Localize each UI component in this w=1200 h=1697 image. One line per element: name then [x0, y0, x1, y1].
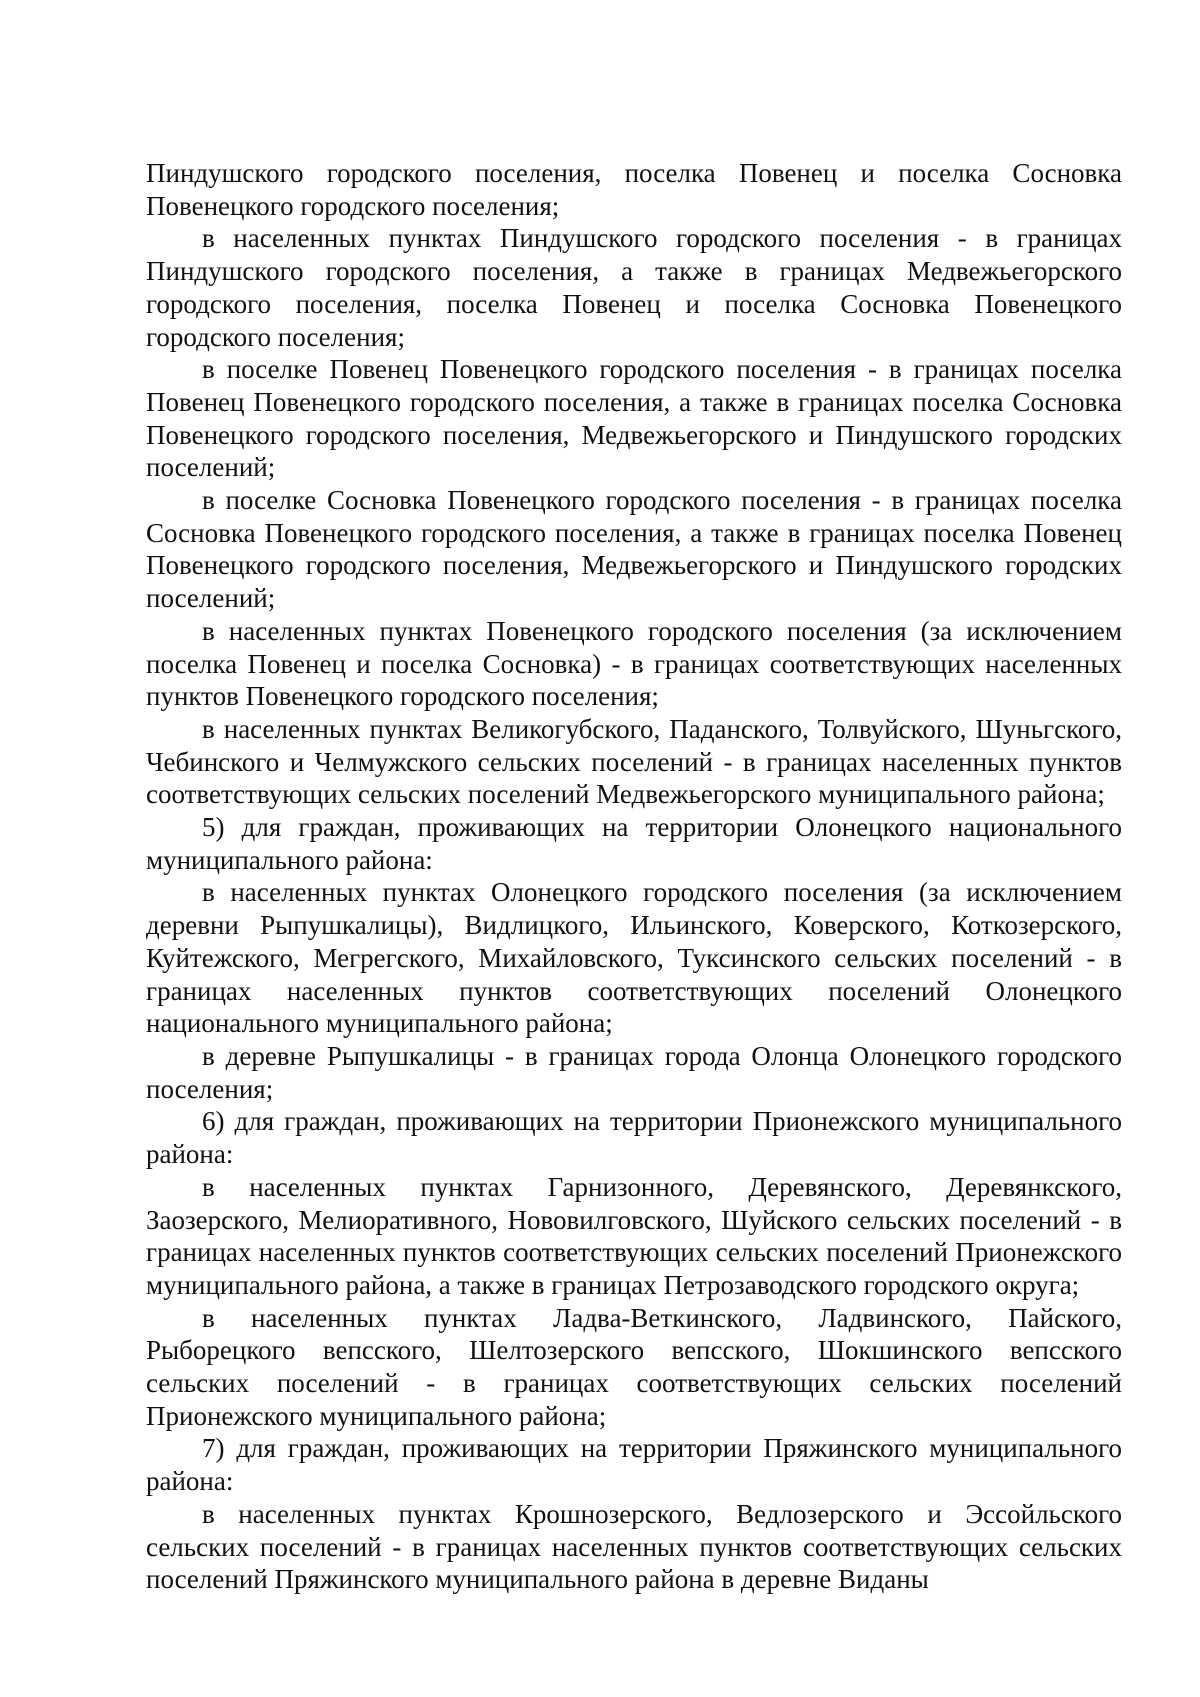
paragraph-11: в населенных пунктах Гарнизонного, Деревянского, Деревянкского, Заозерского, Мелиоративного, Нововилговского, Шуйского сельских поселений - в границах населенных пунктов соответствующих сельских поселений Прионежского муниципального района, а также в границах Петрозаводского городского округа; — [146, 1171, 1122, 1300]
paragraph-9: в деревне Рыпушкалицы - в границах города Олонца Олонецкого городского поселения; — [146, 1040, 1122, 1104]
paragraph-5: в населенных пунктах Повенецкого городского поселения (за исключением поселка Повенец и поселка Сосновка) - в границах соответствующих населенных пунктов Повенецкого городского поселения; — [146, 615, 1122, 712]
paragraph-8: в населенных пунктах Олонецкого городского поселения (за исключением деревни Рыпушкалицы), Видлицкого, Ильинского, Коверского, Коткозерского, Куйтежского, Мегрегского, Михайловского, Туксинского сельских поселений - в границах населенных пунктов соответствующих поселений Олонецкого национального муниципального района; — [146, 877, 1122, 1039]
paragraph-12: в населенных пунктах Ладва-Веткинского, Ладвинского, Пайского, Рыборецкого вепсского, Шелтозерского вепсского, Шокшинского вепсского сельских поселений - в границах соответствующих сельских поселений Прионежского муниципального района; — [146, 1302, 1122, 1431]
document-page — [146, 157, 1122, 1596]
list-item-5-heading: 5) для граждан, проживающих на территории Олонецкого национального муниципального района: — [146, 812, 1122, 875]
list-item-7-heading: 7) для граждан, проживающих на территории Пряжинского муниципального района: — [146, 1433, 1122, 1497]
paragraph-1: Пиндушского городского поселения, поселка Повенец и поселка Сосновка Повенецкого городского поселения; — [146, 158, 1122, 221]
paragraph-3: в поселке Повенец Повенецкого городского поселения - в границах поселка Повенец Повенецкого городского поселения, а также в границах поселка Сосновка Повенецкого городского поселения, Медвежьегорского и Пиндушского городских поселений; — [146, 354, 1122, 483]
list-item-6-heading: 6) для граждан, проживающих на территории Прионежского муниципального района: — [146, 1106, 1122, 1170]
paragraph-6: в населенных пунктах Великогубского, Паданского, Толвуйского, Шуньгского, Чебинского и Челмужского сельских поселений - в границах населенных пунктов соответствующих сельских поселений Медвежьегорского муниципального района; — [146, 713, 1122, 810]
paragraph-4: в поселке Сосновка Повенецкого городского поселения - в границах поселка Сосновка Повенецкого городского поселения, а также в границах поселка Повенец Повенецкого городского поселения, Медвежьегорского и Пиндушского городских поселений; — [146, 485, 1122, 614]
paragraph-2: в населенных пунктах Пиндушского городского поселения - в границах Пиндушского городского поселения, а также в границах Медвежьегорского городского поселения, поселка Повенец и поселка Сосновка Повенецкого городского поселения; — [146, 223, 1122, 352]
paragraph-14: в населенных пунктах Крошнозерского, Ведлозерского и Эссойльского сельских поселений - в границах населенных пунктов соответствующих сельских поселений Пряжинского муниципального района в деревне Виданы — [146, 1498, 1122, 1595]
